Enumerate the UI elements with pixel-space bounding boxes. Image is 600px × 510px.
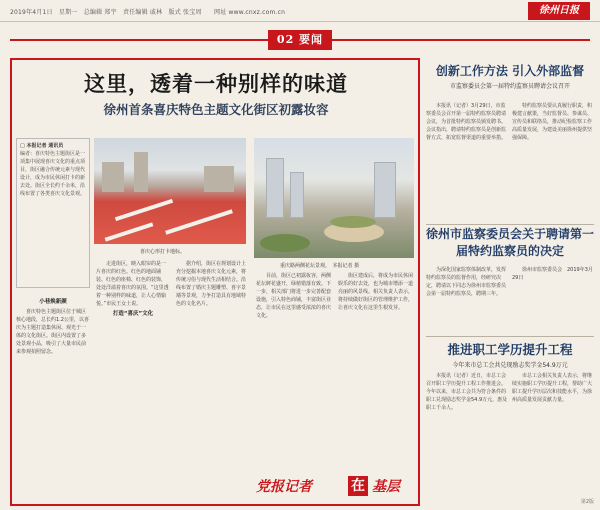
- column-subtitle: 小巷焕新颜: [39, 299, 67, 305]
- column-slogan: [252, 472, 416, 502]
- road-marking: [165, 209, 233, 234]
- main-subhead: 徐州首条喜庆特色主题文化街区初露妆容: [103, 102, 329, 117]
- photo-building: [266, 158, 284, 218]
- side1-deck: 市监察委员会第一届特约监察员聘请会议召开: [449, 83, 570, 90]
- column-subtitle: 打造“喜庆”文化: [112, 311, 154, 317]
- story-column: [338, 272, 414, 502]
- column-text: 目前，街区已初露妆容，两侧花坛鲜花盛开，绿植错落有致。下一步，相关部门将进一步完善配套设施，引入特色商铺，丰富街区业态，让市民在这里感受浓浓的喜庆文化。: [256, 273, 332, 319]
- side2-title: 徐州市监察委员会关于聘请第一届特约监察员的决定: [426, 227, 595, 258]
- side-rule: [426, 336, 594, 337]
- section-label: 02 要闻: [268, 30, 332, 50]
- section-header: [10, 30, 590, 50]
- side-article-1: [426, 62, 594, 222]
- slogan-box: 在: [348, 476, 368, 496]
- side2-body: [512, 266, 594, 332]
- side1-body: [426, 102, 508, 222]
- road-marking: [115, 199, 173, 221]
- lead-box: [16, 138, 90, 288]
- lead-text: 编者：喜庆特色主题街区是一项集中展现喜庆文化的重点项目，街区融合传统元素与现代设计，成为市民休闲打卡的新去处。街区全长约千余米，沿线布置了各类喜庆文化景观。: [20, 151, 86, 197]
- side-article-2: [426, 226, 594, 336]
- side3-text: 市总工会相关负责人表示，将继续实施职工学历提升工程，帮助广大职工提升学历层次和技能水平，为徐州高质量发展贡献力量。: [512, 373, 593, 403]
- side1-text: 本报讯（记者）3月29日，市监察委员会召开第一届特约监察员聘请会议，为首批特约监察员颁发聘书。会议指出，聘请特约监察员是创新监督方式、拓宽监督渠道的重要举措。: [426, 103, 507, 141]
- story-column: [176, 260, 250, 502]
- side1-body: [512, 102, 594, 222]
- column-text: 街区建成后，将成为市民休闲娱乐的好去处，也为城市增添一道亮丽的风景线。相关负责人表示，将持续做好街区的管理维护工作，让喜庆文化在这里生根发芽。: [338, 273, 414, 311]
- side1-title: 创新工作方法 引入外部监督: [435, 64, 585, 78]
- flowerbed: [260, 234, 310, 252]
- side3-text: 本报讯（记者）近日，市总工会召开职工学历提升工程工作推进会。今年以来，市总工会共为符合条件的职工兑现励志奖学金54.9万元，惠及职工千余人。: [426, 373, 508, 411]
- slogan-right: 基层: [372, 479, 400, 495]
- road-marking: [105, 222, 154, 241]
- story-column: [96, 260, 170, 502]
- page-note: 第2版: [580, 499, 594, 505]
- side3-title: 推进职工学历提升工程: [447, 342, 573, 357]
- column-text: 据介绍，街区在规划设计上充分挖掘本地喜庆文化元素，将传统习俗与现代生活相结合。沿线布置了婚庆主题雕塑、喜字景墙等景观，力争打造具有地域特色的文化名片。: [176, 261, 247, 307]
- flowerbed: [330, 216, 376, 228]
- side-rule: [426, 224, 594, 225]
- flowerbed-photo: [254, 138, 414, 258]
- photo2-caption: 重庆路两侧花坛景观。 本报记者 摄: [280, 263, 360, 269]
- masthead: [0, 0, 600, 22]
- slogan-left: 党报记者: [256, 479, 312, 495]
- street-photo: [94, 138, 246, 244]
- side3-body: [426, 372, 508, 504]
- side3-body: [512, 372, 594, 504]
- side3-deck: 今年来市总工会共兑现励志奖学金54.9万元: [452, 362, 568, 369]
- photo1-caption: 喜庆心形打卡地标。: [140, 249, 186, 255]
- masthead-info: 2019年4月1日 星期一 总编辑 郑宇 责任编辑 戚林 版式 张宝周 网址 www.cnxz.com.cn: [10, 9, 286, 16]
- photo-building: [290, 172, 304, 218]
- newspaper-logo: 徐州日报: [528, 2, 590, 20]
- side-article-3: [426, 340, 594, 506]
- photo-building: [204, 166, 234, 192]
- main-headline: 这里，透着一种别样的味道: [84, 71, 348, 96]
- column-text: 走进街区，映入眼帘的是一片喜庆的红色。红色的地面铺装、红色的座椅、红色的装饰，处处洋溢着喜庆的氛围。“这里透着一种别样的味道，让人心情愉悦。”市民王女士说。: [96, 261, 169, 307]
- photo-building: [102, 162, 124, 192]
- side2-text: 徐州市监察委员会 2019年3月29日: [512, 267, 593, 281]
- photo-building: [134, 152, 148, 192]
- column-text: 喜庆特色主题街区位于城区核心地段，总长约1.2公里，以喜庆为主题打造集休闲、观光于一体的文化街区。街区内设置了多处景观小品，吸引了大量市民前来参观拍照留念。: [16, 309, 89, 355]
- photo-building: [374, 162, 396, 218]
- story-column: [256, 272, 334, 502]
- main-story-frame: [10, 58, 420, 506]
- side1-text: 特约监察员要认真履行职责，积极建言献策，当好监督员、参谋员、宣传员和联络员，推动纪检监察工作高质量发展，为建设美丽徐州提供坚强保障。: [512, 103, 593, 141]
- lead-kicker: □ 本报记者 通讯员: [20, 143, 64, 149]
- side2-text: 为深化国家监察体制改革，发挥特约监察员的监督作用，经研究决定，聘请以下同志为徐州市监察委员会第一届特约监察员，聘期三年。: [426, 267, 507, 297]
- side2-body: [426, 266, 508, 332]
- story-column: [16, 296, 90, 502]
